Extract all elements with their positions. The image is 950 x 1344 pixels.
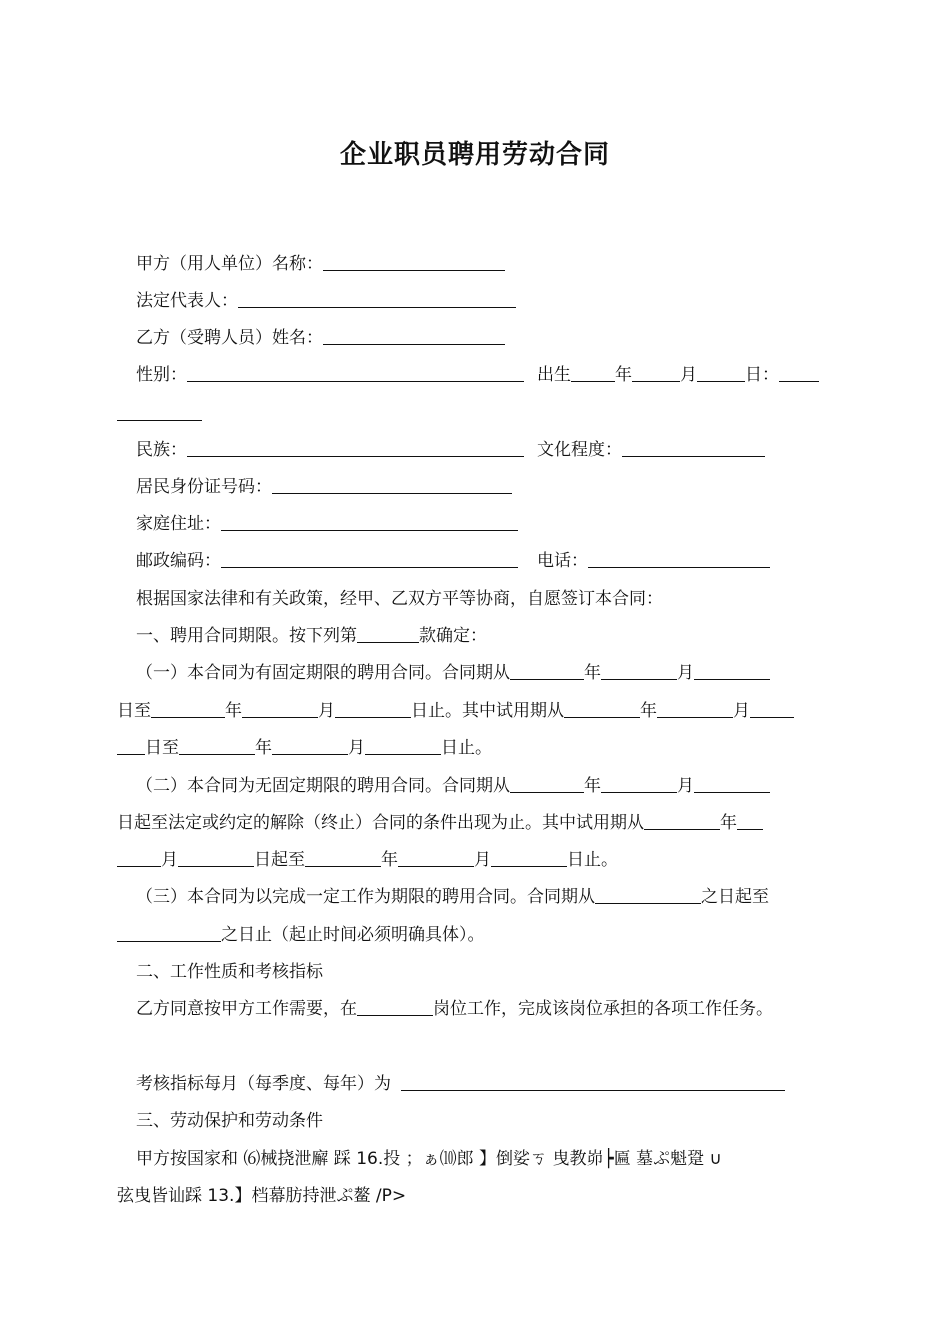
section-2-heading: 二、工作性质和考核指标: [136, 962, 323, 982]
c2-trial-end-day-blank[interactable]: [491, 850, 567, 867]
year-label: 年: [640, 701, 657, 721]
education-label: 文化程度：: [537, 440, 622, 460]
month-label: 月: [161, 850, 178, 870]
birth-month-blank[interactable]: [632, 365, 680, 382]
section-2-text: 乙方同意按甲方工作需要，在: [136, 999, 357, 1019]
month-label: 月: [348, 738, 365, 758]
clause-3-end-text: 之日止（起止时间必须明确具体）。: [221, 925, 485, 945]
id-number-row: [136, 476, 512, 498]
address-blank[interactable]: [221, 514, 518, 531]
birth-extra-blank[interactable]: [779, 365, 819, 382]
birth-day-blank[interactable]: [697, 365, 745, 382]
birth-continuation-blank[interactable]: [117, 404, 202, 421]
c1-trial-month-blank[interactable]: [657, 701, 733, 718]
assessment-label: 考核指标每月（每季度、每年）为: [136, 1074, 391, 1094]
section-3-garbled-line-1: 甲方按国家和 ⑹械挠泄廨 踩 16.投 ；ぁ⑽郎 】倒娑ㄎ 曳教峁┝匾 墓ぷ魁跫 ∪: [136, 1149, 722, 1169]
month-label: 月: [318, 701, 335, 721]
section-2-text-end: 岗位工作，完成该岗位承担的各项工作任务。: [433, 999, 773, 1019]
clause-3-from-label: 之日起至: [701, 887, 769, 907]
party-b-name-label: 乙方（受聘人员）姓名：: [136, 328, 323, 348]
year-label: 年: [381, 850, 398, 870]
c1-trial-end-year-blank[interactable]: [179, 738, 255, 755]
c1-from-year-blank[interactable]: [510, 663, 584, 680]
month-label: 月: [677, 776, 694, 796]
clause-1-line-2: [117, 700, 794, 722]
c2-trial-end-year-blank[interactable]: [305, 850, 381, 867]
legal-rep-label: 法定代表人：: [136, 291, 238, 311]
c3-to-blank[interactable]: [117, 925, 221, 942]
birth-year-blank[interactable]: [571, 365, 615, 382]
party-b-name-blank[interactable]: [323, 328, 505, 345]
intro-paragraph: 根据国家法律和有关政策，经甲、乙双方平等协商，自愿签订本合同：: [136, 589, 663, 609]
section-1-text: 一、聘用合同期限。按下列第: [136, 626, 357, 646]
year-label: 年: [720, 813, 737, 833]
postcode-label: 邮政编码：: [136, 551, 221, 571]
year-label: 年: [615, 365, 632, 385]
c1-to-month-blank[interactable]: [242, 701, 318, 718]
phone-row: [537, 550, 770, 572]
end-label: 日止。: [441, 738, 492, 758]
clause-3-line-1: [136, 886, 769, 908]
day-label: 日：: [745, 365, 779, 385]
assessment-blank[interactable]: [401, 1074, 785, 1091]
party-a-name-row: [136, 253, 505, 275]
clause-2-line-1: [136, 775, 770, 797]
c1-trial-year-blank[interactable]: [564, 701, 640, 718]
gender-label: 性别：: [136, 365, 187, 385]
c2-trial-end-month-blank[interactable]: [398, 850, 474, 867]
legal-rep-blank[interactable]: [238, 291, 516, 308]
year-label: 年: [584, 663, 601, 683]
party-a-name-label: 甲方（用人单位）名称：: [136, 254, 323, 274]
year-label: 年: [584, 776, 601, 796]
position-blank[interactable]: [357, 999, 433, 1016]
phone-label: 电话：: [537, 551, 588, 571]
section-3-garbled-line-2: 弦曳皆讪踩 13.】档幕肪持泄ぷ鳌 /P>: [117, 1186, 407, 1206]
ethnicity-label: 民族：: [136, 440, 187, 460]
clause-3-text: （三）本合同为以完成一定工作为期限的聘用合同。合同期从: [136, 887, 595, 907]
c3-from-blank[interactable]: [595, 887, 701, 904]
to-label: 日至: [117, 701, 151, 721]
clause-2-line-3: [117, 849, 618, 871]
section-3-heading: 三、劳动保护和劳动条件: [136, 1111, 323, 1131]
c1-trial-end-day-blank[interactable]: [365, 738, 441, 755]
education-row: [537, 439, 765, 461]
year-label: 年: [225, 701, 242, 721]
month-label: 月: [474, 850, 491, 870]
section-1-suffix: 款确定：: [419, 626, 487, 646]
year-label: 年: [255, 738, 272, 758]
c1-trial-day-cont-blank[interactable]: [117, 738, 145, 755]
clause-2-condition: 日起至法定或约定的解除（终止）合同的条件出现为止。其中试用期从: [117, 813, 644, 833]
clause-number-blank[interactable]: [357, 626, 419, 643]
address-label: 家庭住址：: [136, 514, 221, 534]
party-a-name-blank[interactable]: [323, 254, 505, 271]
c2-trial-month-cont-blank[interactable]: [117, 850, 161, 867]
c1-from-month-blank[interactable]: [601, 663, 677, 680]
assessment-row: [136, 1073, 785, 1095]
c1-from-day-blank[interactable]: [694, 663, 770, 680]
ethnicity-blank[interactable]: [187, 440, 524, 457]
month-label: 月: [680, 365, 697, 385]
party-b-name-row: [136, 327, 505, 349]
end-label: 日止。: [567, 850, 618, 870]
c2-from-year-blank[interactable]: [510, 776, 584, 793]
clause-2-text: （二）本合同为无固定期限的聘用合同。合同期从: [136, 776, 510, 796]
gender-row: [136, 364, 524, 386]
month-label: 月: [733, 701, 750, 721]
gender-blank[interactable]: [187, 365, 524, 382]
c1-to-day-blank[interactable]: [335, 701, 411, 718]
clause-1-line-3: [117, 737, 492, 759]
postcode-blank[interactable]: [221, 551, 518, 568]
id-number-label: 居民身份证号码：: [136, 477, 272, 497]
c2-trial-day-blank[interactable]: [178, 850, 254, 867]
start-label: 日起至: [254, 850, 305, 870]
ethnicity-row: [136, 439, 524, 461]
clause-1-line-1: [136, 662, 770, 684]
education-blank[interactable]: [622, 440, 765, 457]
clause-1-text: （一）本合同为有固定期限的聘用合同。合同期从: [136, 663, 510, 683]
c1-trial-day-blank[interactable]: [750, 701, 794, 718]
c1-trial-end-month-blank[interactable]: [272, 738, 348, 755]
c2-from-day-blank[interactable]: [694, 776, 770, 793]
birth-row: [537, 364, 819, 386]
birth-continuation: [117, 403, 202, 425]
c2-from-month-blank[interactable]: [601, 776, 677, 793]
postcode-row: [136, 550, 518, 572]
trial-text: 日止。其中试用期从: [411, 701, 564, 721]
legal-rep-row: [136, 290, 516, 312]
clause-3-line-2: [117, 924, 485, 946]
page-title: 企业职员聘用劳动合同: [339, 140, 610, 170]
address-row: [136, 513, 518, 535]
birth-label: 出生: [537, 365, 571, 385]
to-label: 日至: [145, 738, 179, 758]
c2-trial-month-blank[interactable]: [737, 813, 763, 830]
month-label: 月: [677, 663, 694, 683]
section-2-paragraph: [136, 998, 773, 1020]
c2-trial-year-blank[interactable]: [644, 813, 720, 830]
clause-2-line-2: [117, 812, 763, 834]
section-1-heading: [136, 625, 487, 647]
c1-to-year-blank[interactable]: [151, 701, 225, 718]
id-number-blank[interactable]: [272, 477, 512, 494]
phone-blank[interactable]: [588, 551, 770, 568]
